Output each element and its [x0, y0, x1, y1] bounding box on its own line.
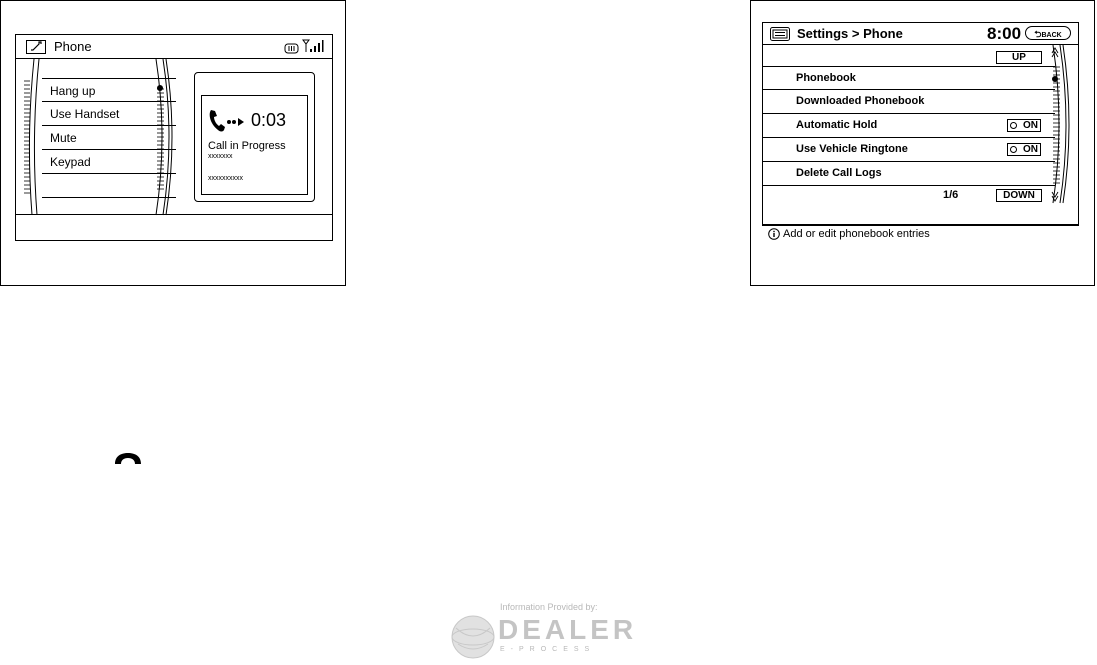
scroll-up-chevron-icon — [1052, 48, 1058, 57]
phone-handset-icon — [26, 40, 46, 54]
settings-row-downloaded-phonebook[interactable] — [763, 90, 1055, 114]
settings-row-delete-call-logs[interactable] — [763, 162, 1055, 186]
watermark-globe-icon — [450, 614, 496, 665]
settings-menu-icon — [770, 27, 790, 46]
settings-row-phonebook[interactable] — [763, 66, 1055, 90]
status-bar — [763, 224, 1078, 243]
page-title: Settings > Phone — [797, 26, 903, 41]
toggle-indicator-icon — [1010, 122, 1017, 129]
menu-item-keypad[interactable] — [42, 150, 176, 174]
phone-screen-header — [16, 35, 332, 59]
call-status-card — [201, 95, 308, 195]
right-figure-frame — [750, 0, 1095, 286]
settings-row-label: Use Vehicle Ringtone — [796, 143, 908, 155]
left-figure-frame — [0, 0, 346, 286]
menu-item-label: Use Handset — [50, 107, 120, 121]
phone-screen — [15, 34, 333, 241]
caller-number: xxxxxxxxxx — [208, 175, 243, 182]
settings-row-label: Phonebook — [796, 72, 856, 84]
settings-row-label: Downloaded Phonebook — [796, 95, 925, 107]
watermark-tagline: E-PROCESS — [500, 646, 596, 653]
call-timer: 0:03 — [251, 110, 287, 130]
menu-item-label: Keypad — [50, 155, 91, 169]
menu-item-hang-up[interactable] — [42, 78, 176, 102]
page-indicator: 1/6 — [943, 189, 959, 201]
toggle-state: ON — [1023, 120, 1038, 131]
menu-item-empty — [42, 174, 176, 198]
handset-glyph-icon — [113, 451, 143, 469]
toggle-indicator-icon — [1010, 146, 1017, 153]
settings-row-automatic-hold[interactable] — [763, 114, 1055, 138]
page-down-button[interactable]: DOWN — [996, 189, 1042, 202]
settings-row-use-vehicle-ringtone[interactable] — [763, 138, 1055, 162]
watermark-caption: Information Provided by: — [500, 602, 598, 612]
caller-name: xxxxxxx — [208, 153, 233, 160]
clock-time: 8:00 — [987, 24, 1022, 43]
back-arrow-icon: ⮌ — [1034, 29, 1042, 39]
info-icon — [768, 228, 780, 243]
settings-row-label: Delete Call Logs — [796, 167, 882, 179]
back-button-label: BACK — [1041, 32, 1062, 39]
menu-item-use-handset[interactable] — [42, 102, 176, 126]
page-title: Phone — [54, 39, 92, 54]
phone-screen-footer-divider — [16, 214, 332, 215]
call-status-text: Call in Progress — [208, 140, 286, 152]
back-button[interactable] — [1025, 26, 1071, 40]
settings-row-label: Automatic Hold — [796, 119, 878, 131]
settings-phone-screen — [762, 22, 1079, 240]
toggle-state: ON — [1023, 144, 1038, 155]
scroll-down-chevron-icon — [1052, 192, 1058, 201]
signal-strength-icon — [302, 39, 324, 58]
battery-icon — [284, 41, 300, 59]
watermark-brand: DEALER — [498, 614, 638, 645]
status-text: Add or edit phonebook entries — [783, 228, 930, 240]
vehicle-ringtone-toggle[interactable] — [1007, 143, 1041, 156]
active-call-icon — [208, 108, 246, 139]
menu-item-mute[interactable] — [42, 126, 176, 150]
watermark — [446, 602, 656, 662]
call-status-panel — [194, 72, 315, 202]
menu-item-label: Mute — [50, 131, 77, 145]
menu-item-label: Hang up — [50, 84, 96, 98]
settings-header — [763, 23, 1078, 45]
page-up-button[interactable]: UP — [996, 51, 1042, 64]
automatic-hold-toggle[interactable] — [1007, 119, 1041, 132]
